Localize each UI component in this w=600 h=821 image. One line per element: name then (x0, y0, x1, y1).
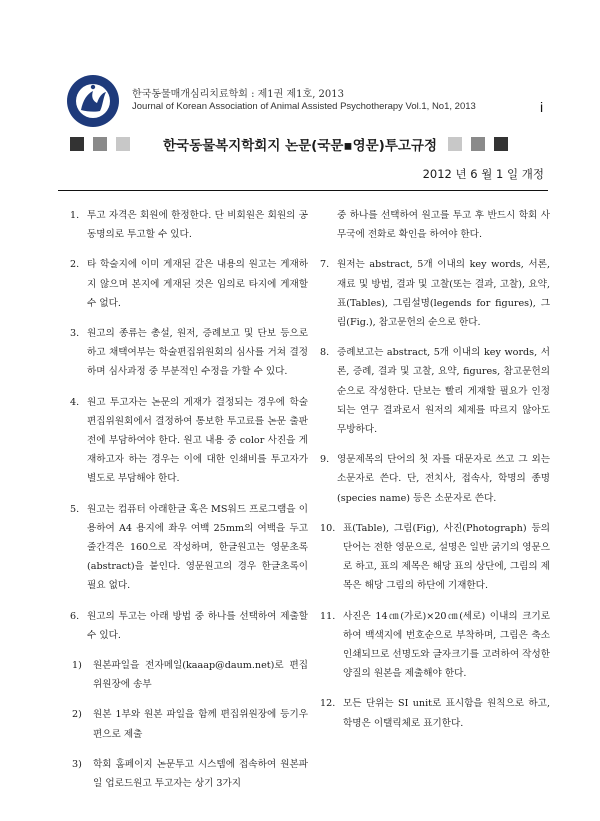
decor-square-light-left (116, 137, 130, 151)
rule-text: 원고의 종류는 총설, 원저, 증례보고 및 단보 등으로 하고 채택여부는 학술편집위원회의 심사를 거쳐 결정하며 심사과정 중 부분적인 수정을 가할 수 있다. (87, 328, 308, 378)
rule-item (70, 255, 308, 313)
method-number: 3) (72, 758, 82, 770)
rule-text: 중 하나를 선택하여 원고를 투고 후 반드시 학회 사무국에 전화로 확인을 하여야 한다. (337, 210, 550, 241)
rule-item (320, 255, 550, 332)
submission-method-item (70, 755, 308, 793)
rule-text: 원고 투고자는 논문의 게재가 결정되는 경우에 학술편집위원회에서 결정하여 통보한 투고료를 논문 출판 전에 부담하여야 한다. 원고 내용 중 color 사진을 게재하고자 하는 경우는 이에 대한 인쇄비를 투고자가 별도로 부담해야 한다. (87, 396, 308, 485)
rule-item (70, 393, 308, 489)
rule-text: 모든 단위는 SI unit로 표시함을 원칙으로 하고, 학명은 이탤릭체로 표기한다. (343, 698, 550, 729)
page-title: 한국동물복지학회지 논문(국문▪영문)투고규정 (163, 138, 437, 154)
journal-korean-title: 한국동물매개심리치료학회 : 제1권 제1호, 2013 (132, 89, 344, 100)
rule-text: 원고는 컴퓨터 아래한글 혹은 MS워드 프로그램을 이용하여 A4 용지에 좌우 여백 25mm의 여백을 두고 줄간격은 160으로 작성하며, 한글원고는 영문초록(abstract)을 붙인다. 영문원고의 경우 한글초록이 필요 없다. (87, 503, 308, 592)
method-number: 2) (72, 709, 82, 721)
method-number: 1) (72, 660, 82, 672)
decor-square-dark-right (494, 137, 508, 151)
journal-english-title: Journal of Korean Association of Animal Assisted Psychotherapy Vol.1, No1, 2013 (132, 101, 476, 112)
rule-number: 2. (70, 259, 80, 271)
revision-date: 2012 년 6 월 1 일 개정 (422, 167, 544, 181)
right-column (320, 206, 550, 744)
rule-item (320, 607, 550, 684)
association-logo (66, 74, 120, 128)
rule-number: 4. (70, 396, 80, 408)
rule-text: 증례보고는 abstract, 5개 이내의 key words, 서론, 증례, 결과 및 고찰, 요약, figures, 참고문헌의 순으로 작성한다. 단보는 빨리 게재할 필요가 인정되는 연구 결과로서 원저의 체제를 따르지 않아도 무방하다. (337, 347, 550, 436)
rule-text: 영문제목의 단어의 첫 자를 대문자로 쓰고 그 외는 소문자로 쓴다. 단, 전치사, 접속사, 학명의 종명(species name) 등은 소문자로 쓴다. (337, 454, 550, 504)
rule-item (70, 500, 308, 596)
rule-number: 10. (320, 522, 336, 534)
rule-item-continued (320, 206, 550, 244)
rule-item (320, 450, 550, 508)
rule-text: 타 학술지에 이미 게재된 같은 내용의 원고는 게재하지 않으며 본지에 게재된 것은 임의로 타지에 게재할 수 없다. (87, 259, 308, 309)
rule-item (70, 607, 308, 645)
rule-number: 7. (320, 259, 330, 271)
decor-square-mid-right (471, 137, 485, 151)
rule-number: 12. (320, 698, 336, 710)
rule-text: 사진은 14㎝(가로)×20㎝(세로) 이내의 크기로 하여 백색지에 번호순으로 부착하며, 그림은 축소 인쇄되므로 선명도와 글자크기를 고려하여 작성한 양질의 원본을 제출해야 한다. (343, 610, 550, 680)
submission-method-item (70, 705, 308, 743)
submission-method-item (70, 656, 308, 694)
method-text: 학회 홈페이지 논문투고 시스템에 접속하여 원본파일 업로드원고 투고자는 상기 3가지 (93, 758, 308, 790)
rule-text: 표(Table), 그림(Fig), 사진(Photograph) 등의 단어는 전한 영문으로, 설명은 일반 굵기의 영문으로 하고, 표의 제목은 해당 표의 상단에, 그림의 제목은 해당 그림의 하단에 기재한다. (343, 522, 550, 592)
decor-square-dark-left (70, 137, 84, 151)
rule-number: 6. (70, 610, 80, 622)
rule-item (320, 343, 550, 439)
rule-item (320, 694, 550, 732)
decor-square-light-right (448, 137, 462, 151)
rule-number: 9. (320, 454, 330, 466)
decor-square-mid-left (93, 137, 107, 151)
rule-text: 원고의 투고는 아래 방법 중 하나를 선택하여 제출할 수 있다. (87, 610, 308, 641)
rule-number: 8. (320, 347, 330, 359)
left-column (70, 206, 308, 793)
rule-item (70, 324, 308, 382)
rule-number: 5. (70, 503, 80, 515)
method-text: 원본 1부와 원본 파일을 함께 편집위원장에 등기우편으로 제출 (93, 709, 308, 740)
header-divider (58, 190, 548, 191)
rule-number: 3. (70, 328, 80, 340)
rule-text: 원저는 abstract, 5개 이내의 key words, 서론, 재료 및 방법, 결과 및 고찰(또는 결과, 고찰), 요약, 표(Tables), 그림설명(legends for figures), 그림(Fig.), 참고문헌의 순으로 한다. (337, 259, 550, 329)
method-text: 원본파일을 전자메일(kaaap@daum.net)로 편집위원장에 송부 (93, 660, 308, 691)
rule-number: 11. (320, 610, 336, 622)
rule-number: 1. (70, 210, 80, 221)
rule-item (320, 519, 550, 596)
rule-item (70, 206, 308, 244)
page-number: i (540, 99, 544, 115)
rule-text: 투고 자격은 회원에 한정한다. 단 비회원은 회원의 공동명의로 투고할 수 있다. (87, 210, 308, 241)
